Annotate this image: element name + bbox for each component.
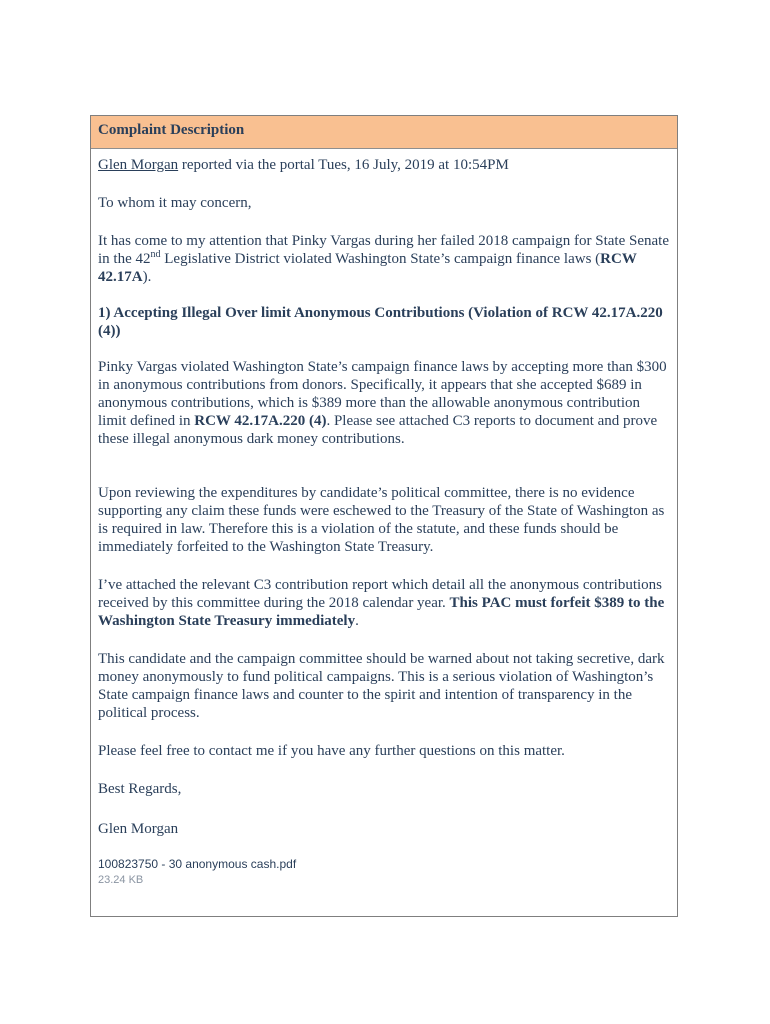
p3-end: .: [355, 613, 359, 629]
signature: Glen Morgan: [98, 821, 179, 837]
p1-text-1: Pinky Vargas violated Washington State’s campaign finance laws by accepting more than $300 in anonymous contributions from donors. Specifically, it appears that she accepted $689 in anonymous contributions, which is $389 more than the allowable anonymous contribution limit defined in: [98, 359, 667, 429]
attachment-size: 23.24 KB: [98, 874, 144, 886]
paragraph-5: Please feel free to contact me if you have any further questions on this matter.: [98, 743, 565, 759]
attachment-filename[interactable]: 100823750 - 30 anonymous cash.pdf: [98, 857, 297, 871]
report-line: [98, 156, 669, 174]
p1-text-2: . Please see attached C3 reports to document and prove these illegal anonymous dark money contributions.: [98, 413, 658, 447]
intro-text-2: Legislative District violated Washington State’s campaign finance laws (: [160, 251, 601, 267]
paragraph-4: This candidate and the campaign committee should be warned about not taking secretive, dark money anonymously to fund political campaigns. This is a serious violation of Washington’s State campaign finance laws and counter to the spirit and intention of transparency in the political process.: [98, 651, 665, 721]
paragraph-1: [98, 358, 669, 448]
paragraph-2: Upon reviewing the expenditures by candidate’s political committee, there is no evidence supporting any claim these funds were eschewed to the Treasury of the State of Washington as is required in law. Therefore this is a violation of the statute, and these funds should be immediately forfeited to the Washington State Treasury.: [98, 485, 665, 555]
p3-text-1: I’ve attached the relevant C3 contribution report which detail all the anonymous contributions received by this committee during the 2018 calendar year.: [98, 577, 663, 611]
reported-text: reported via the portal Tues, 16 July, 2019 at 10:54PM: [178, 157, 509, 173]
complaint-content: [91, 149, 677, 888]
greeting: To whom it may concern,: [98, 195, 252, 211]
reporter-link[interactable]: Glen Morgan: [98, 157, 179, 173]
closing: Best Regards,: [98, 781, 182, 797]
paragraph-3: [98, 576, 669, 630]
complaint-box: [90, 115, 678, 917]
p3-bold: This PAC must forfeit $389 to the Washington State Treasury immediately: [98, 595, 665, 629]
p1-rcw: RCW 42.17A.220 (4): [194, 413, 327, 429]
violation-heading: 1) Accepting Illegal Over limit Anonymous Contributions (Violation of RCW 42.17A.220 (4)): [98, 305, 663, 339]
intro-text-1: It has come to my attention that Pinky Vargas during her failed 2018 campaign for State Senate in the 42: [98, 233, 669, 267]
intro-rcw: RCW 42.17A: [98, 251, 637, 285]
complaint-title: Complaint Description: [98, 122, 245, 138]
attachment[interactable]: [98, 856, 669, 888]
intro-end: ).: [142, 269, 152, 285]
intro-superscript: nd: [150, 249, 161, 260]
intro-paragraph: [98, 232, 669, 286]
complaint-header: [91, 116, 677, 149]
